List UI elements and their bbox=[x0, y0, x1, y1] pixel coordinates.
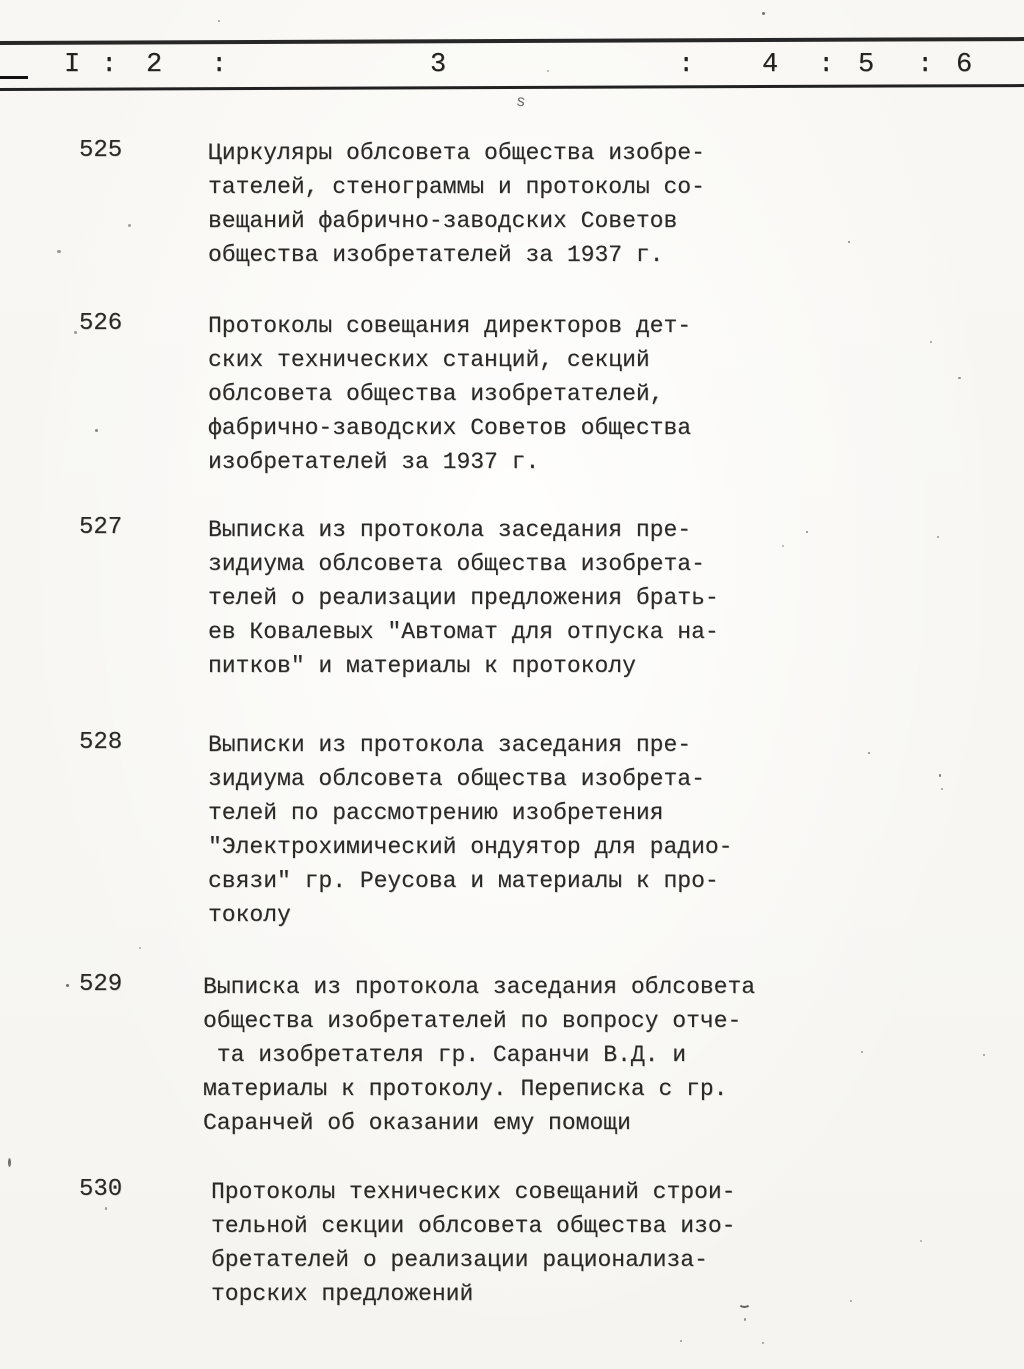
speckle bbox=[782, 545, 784, 547]
column-header-6: 6 bbox=[956, 50, 973, 80]
item-number: 528 bbox=[79, 729, 123, 756]
speckle bbox=[868, 752, 870, 754]
speckle bbox=[850, 1300, 852, 1302]
description-line: тельной секции облсовета общества изо- bbox=[211, 1213, 736, 1239]
column-separator: : bbox=[917, 50, 934, 80]
speckle bbox=[848, 241, 850, 243]
speckle bbox=[547, 70, 549, 72]
column-separator: : bbox=[101, 50, 118, 80]
item-description bbox=[211, 1175, 736, 1311]
description-line: общества изобретателей по вопросу отче- bbox=[203, 1008, 742, 1034]
speckle bbox=[744, 1318, 746, 1321]
description-line: вещаний фабрично-заводских Советов bbox=[208, 208, 678, 234]
item-number: 530 bbox=[79, 1176, 123, 1203]
item-description bbox=[208, 136, 705, 272]
description-line: зидиума облсовета общества изобрета- bbox=[208, 551, 705, 577]
column-header-4: 4 bbox=[762, 50, 779, 80]
column-separator: : bbox=[678, 50, 695, 80]
description-line: облсовета общества изобретателей, bbox=[208, 381, 664, 407]
speckle bbox=[139, 947, 141, 949]
description-line: зидиума облсовета общества изобрета- bbox=[208, 766, 705, 792]
speckle bbox=[128, 224, 131, 227]
speckle bbox=[762, 1342, 764, 1344]
description-line: тателей, стенограммы и протоколы со- bbox=[208, 174, 705, 200]
speckle bbox=[937, 536, 939, 538]
description-line: торских предложений bbox=[211, 1281, 474, 1307]
stray-mark: ѕ bbox=[514, 92, 527, 112]
item-description bbox=[203, 970, 755, 1140]
description-line: Выписка из протокола заседания пре- bbox=[208, 517, 692, 543]
item-number: 529 bbox=[79, 971, 123, 998]
item-description bbox=[208, 728, 733, 932]
description-line: фабрично-заводских Советов общества bbox=[208, 415, 692, 441]
speckle bbox=[939, 774, 941, 777]
column-header-1: I bbox=[64, 50, 81, 80]
speckle bbox=[66, 984, 69, 987]
speckle bbox=[74, 331, 77, 334]
description-line: связи" гр. Реусова и материалы к про- bbox=[208, 868, 719, 894]
description-line: токолу bbox=[208, 902, 291, 928]
pen-curve-mark bbox=[738, 1298, 751, 1308]
ink-mark bbox=[8, 1158, 11, 1167]
speckle bbox=[57, 250, 61, 253]
item-number: 527 bbox=[79, 514, 123, 541]
description-line: питков" и материалы к протоколу bbox=[208, 653, 636, 679]
description-line: "Электрохимический ондуятор для радио- bbox=[208, 834, 733, 860]
column-separator: : bbox=[211, 50, 228, 80]
speckle bbox=[930, 341, 932, 343]
speckle bbox=[861, 1051, 863, 1053]
table-header-bottom-rule bbox=[0, 84, 1024, 91]
description-line: общества изобретателей за 1937 г. bbox=[208, 242, 664, 268]
item-description bbox=[208, 513, 719, 683]
description-line: бретателей о реализации рационализа- bbox=[211, 1247, 708, 1273]
description-line: телей о реализации предложения брать- bbox=[208, 585, 719, 611]
speckle bbox=[680, 1340, 682, 1342]
description-line: Выписки из протокола заседания пре- bbox=[208, 732, 692, 758]
column-header-5: 5 bbox=[858, 50, 875, 80]
speckle bbox=[806, 531, 808, 533]
item-number: 525 bbox=[79, 137, 123, 164]
speckle bbox=[941, 788, 943, 790]
description-line: Протоколы технических совещаний строи- bbox=[211, 1179, 736, 1205]
speckle bbox=[218, 20, 220, 22]
description-line: та изобретателя гр. Саранчи В.Д. и bbox=[203, 1042, 687, 1068]
description-line: изобретателей за 1937 г. bbox=[208, 449, 540, 475]
speckle bbox=[983, 1054, 985, 1056]
item-number: 526 bbox=[79, 310, 123, 337]
description-line: Выписка из протокола заседания облсовета bbox=[203, 974, 756, 1000]
description-line: телей по рассмотрению изобретения bbox=[208, 800, 664, 826]
column-header-3: 3 bbox=[430, 50, 447, 80]
speckle bbox=[920, 1240, 922, 1242]
column-separator: : bbox=[818, 50, 835, 80]
table-top-rule bbox=[0, 37, 1024, 45]
description-line: Протоколы совещания директоров дет- bbox=[208, 313, 692, 339]
item-description bbox=[208, 309, 691, 479]
rule-stub bbox=[0, 76, 28, 79]
description-line: ских технических станций, секций bbox=[208, 347, 650, 373]
speckle bbox=[105, 1207, 107, 1210]
column-header-2: 2 bbox=[146, 50, 163, 80]
description-line: Циркуляры облсовета общества изобре- bbox=[208, 140, 705, 166]
speckle bbox=[762, 12, 765, 15]
description-line: Саранчей об оказании ему помощи bbox=[203, 1110, 631, 1136]
speckle bbox=[958, 377, 961, 379]
description-line: ев Ковалевых "Автомат для отпуска на- bbox=[208, 619, 719, 645]
description-line: материалы к протоколу. Переписка с гр. bbox=[203, 1076, 728, 1102]
speckle bbox=[95, 429, 98, 432]
